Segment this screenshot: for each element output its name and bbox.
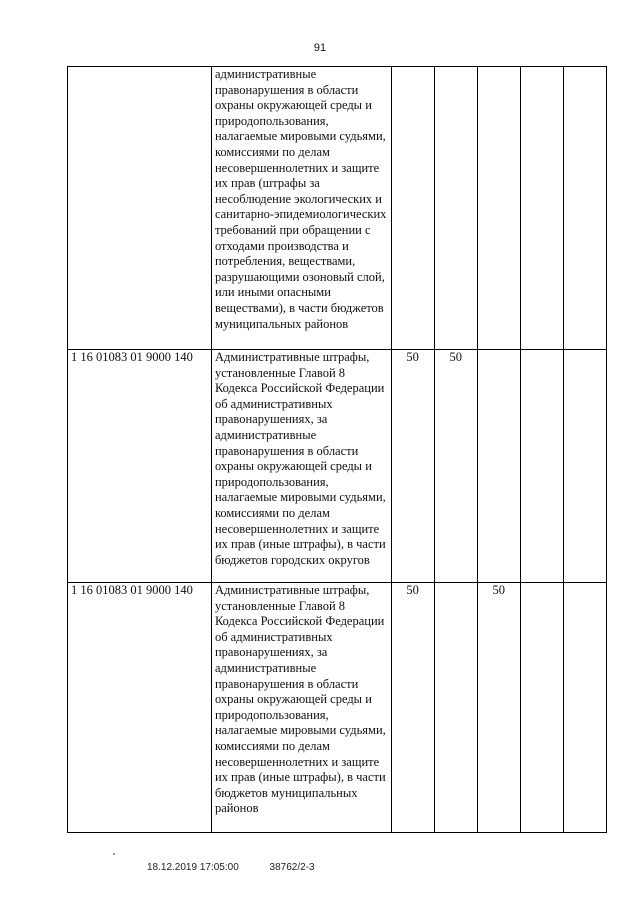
value-cell — [563, 67, 606, 350]
value-cell — [520, 350, 563, 583]
code-cell: 1 16 01083 01 9000 140 — [68, 583, 212, 833]
value-cell: 50 — [391, 583, 434, 833]
value-cell — [520, 67, 563, 350]
value-cell — [477, 350, 520, 583]
code-cell: 1 16 01083 01 9000 140 — [68, 350, 212, 583]
value-cell: 50 — [391, 350, 434, 583]
page-number: 91 — [313, 42, 327, 54]
footer — [147, 862, 343, 873]
budget-table — [67, 66, 607, 833]
value-cell — [563, 583, 606, 833]
table-row — [68, 583, 607, 833]
value-cell — [434, 67, 477, 350]
footer-doc-id: 38762/2-3 — [269, 862, 315, 873]
name-cell: Административные штрафы, установленные Главой 8 Кодекса Российской Федерации об административных правонарушениях, за административные правонарушения в области охраны окружающей среды и природопользования, налагаемые мировыми судьями, комиссиями по делам несовершеннолетних и защите их прав (иные штрафы), в части бюджетов муниципальных районов — [211, 583, 391, 833]
value-cell — [391, 67, 434, 350]
value-cell — [434, 583, 477, 833]
name-cell: административные правонарушения в области охраны окружающей среды и природопользования, налагаемые мировыми судьями, комиссиями по делам несовершеннолетних и защите их прав (штрафы за несоблюдение экологических и санитарно-эпидемиологических требований при обращении с отходами производства и потребления, веществами, разрушающими озоновый слой, или иными опасными веществами), в части бюджетов муниципальных районов — [211, 67, 391, 350]
value-cell — [520, 583, 563, 833]
scan-speck — [113, 853, 115, 855]
value-cell — [563, 350, 606, 583]
name-cell: Административные штрафы, установленные Главой 8 Кодекса Российской Федерации об административных правонарушениях, за административные правонарушения в области охраны окружающей среды и природопользования, налагаемые мировыми судьями, комиссиями по делам несовершеннолетних и защите их прав (иные штрафы), в части бюджетов городских округов — [211, 350, 391, 583]
footer-timestamp: 18.12.2019 17:05:00 — [147, 862, 239, 873]
value-cell: 50 — [434, 350, 477, 583]
table-row — [68, 67, 607, 350]
table-row — [68, 350, 607, 583]
code-cell — [68, 67, 212, 350]
value-cell: 50 — [477, 583, 520, 833]
value-cell — [477, 67, 520, 350]
